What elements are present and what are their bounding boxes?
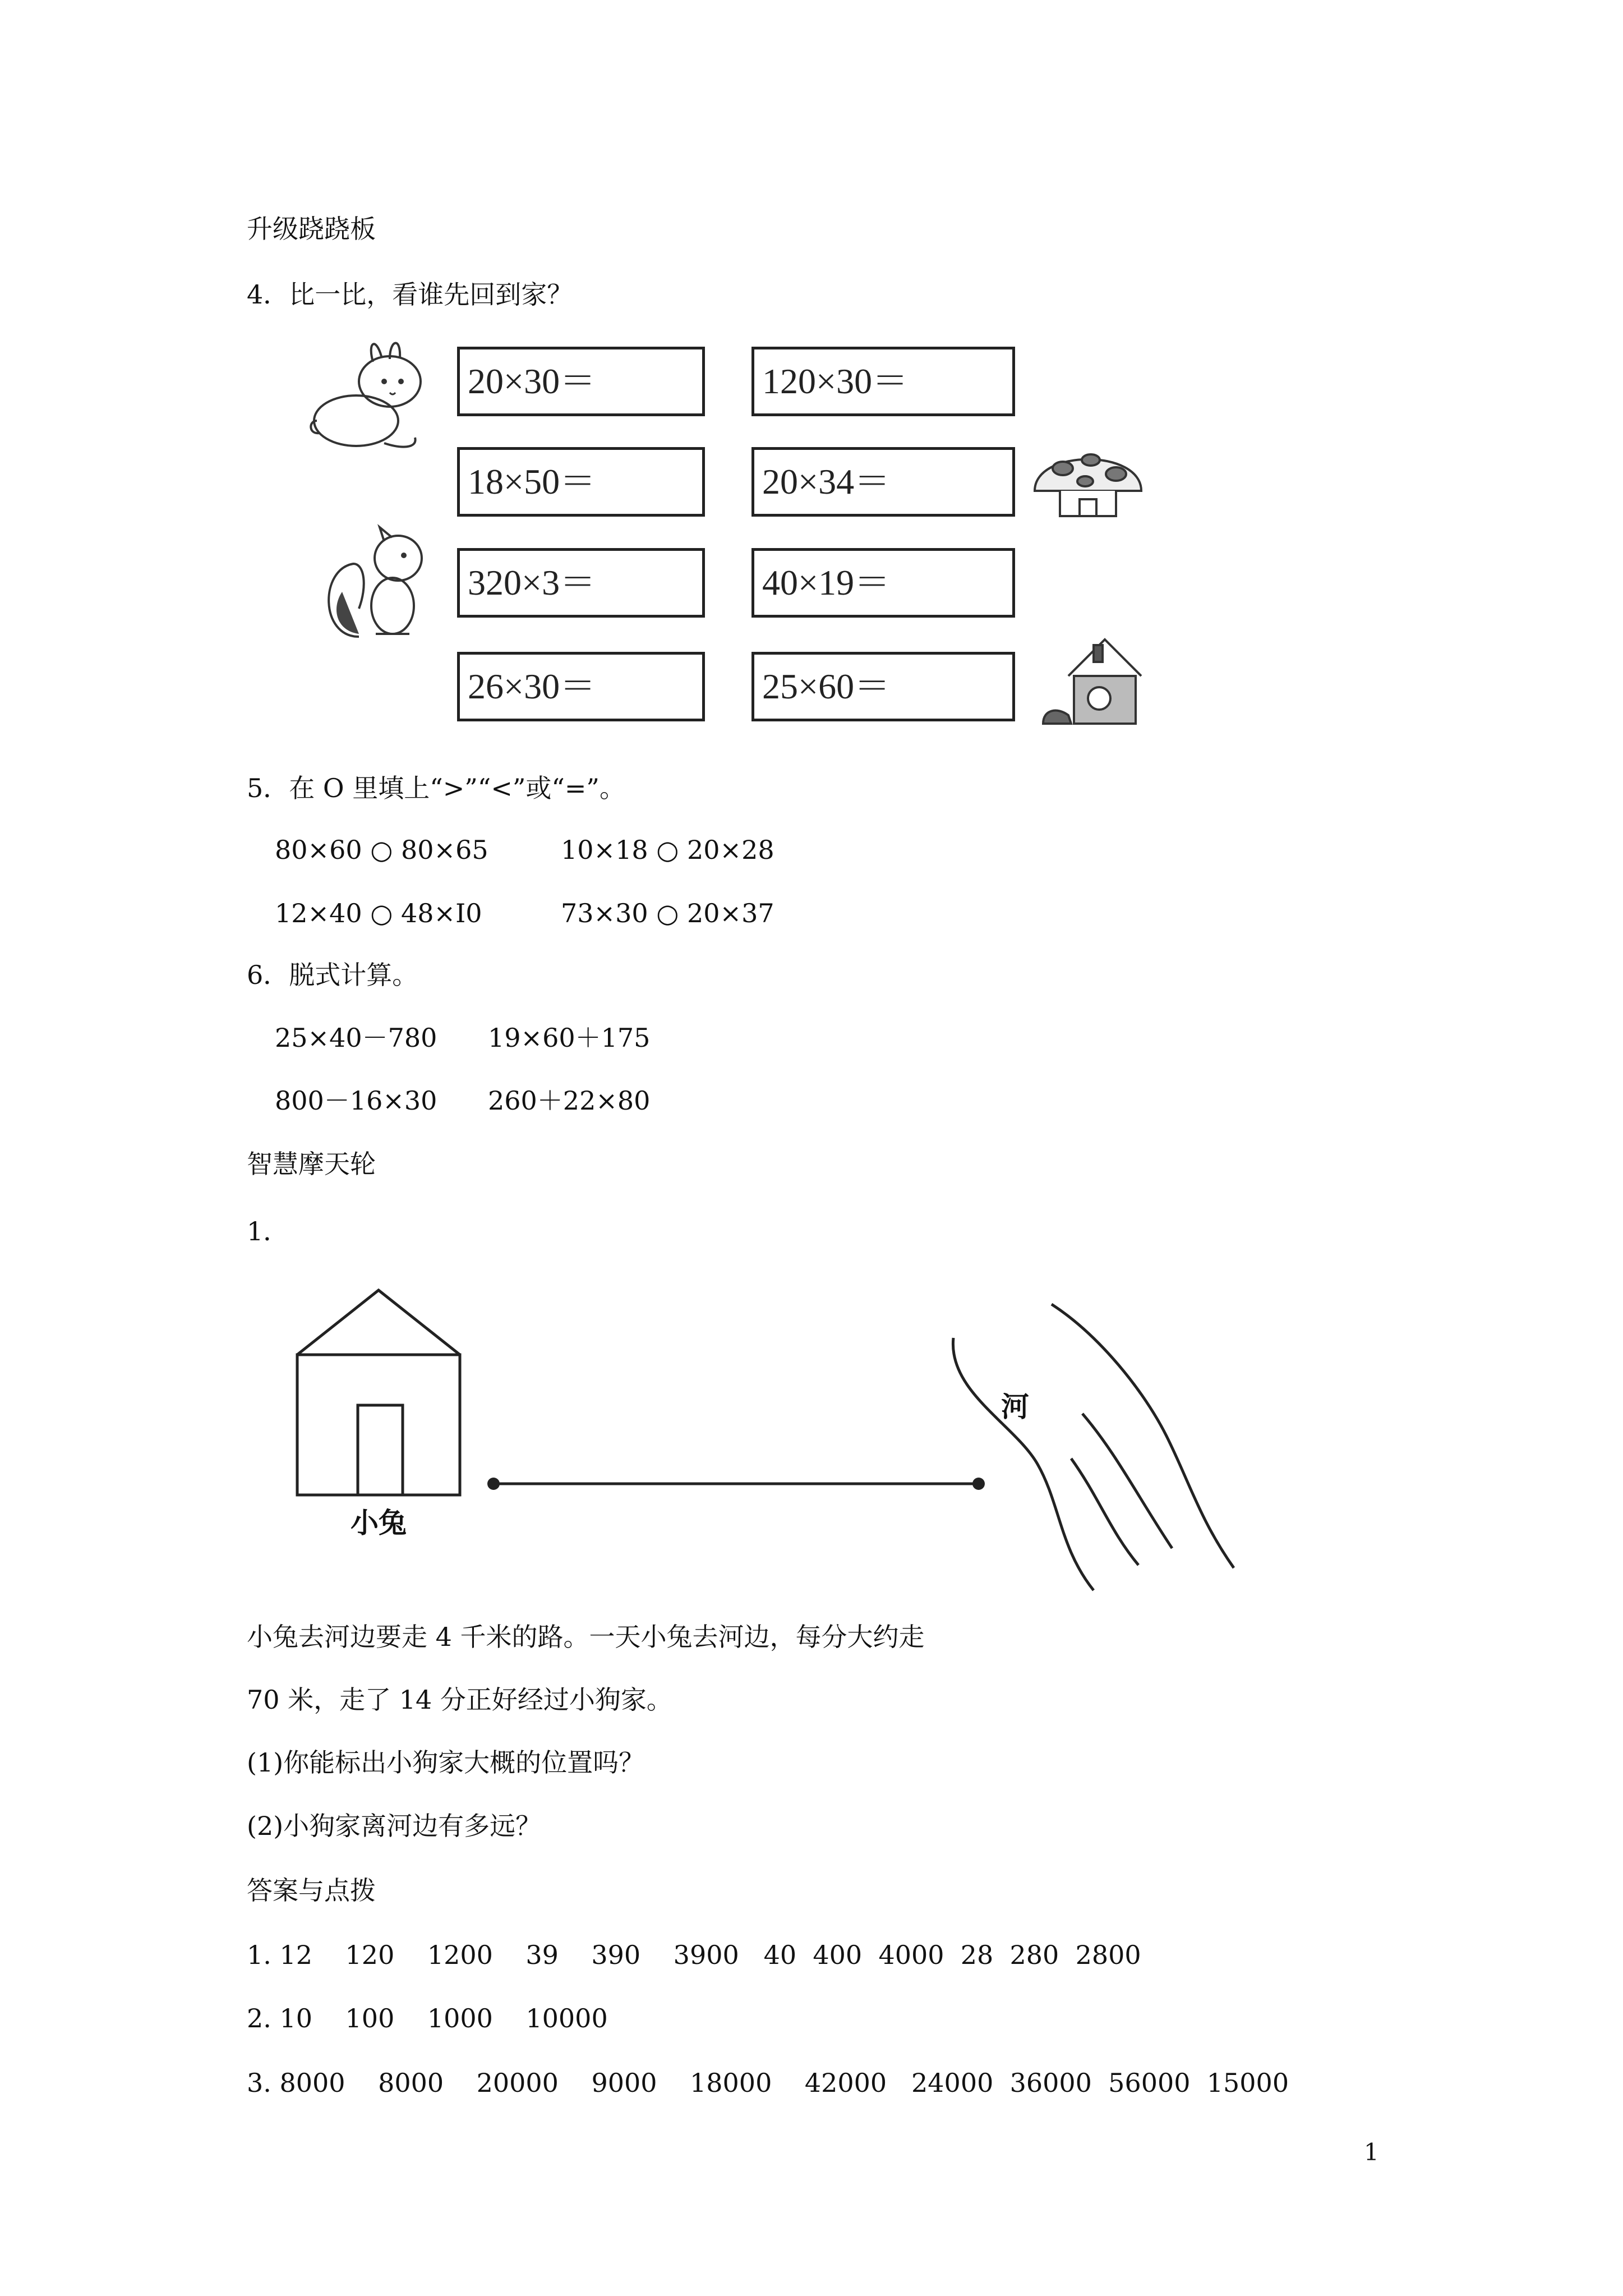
expression-box: 20×30＝: [457, 347, 705, 416]
house-label: 小兔: [351, 1507, 407, 1539]
house-icon: [1040, 631, 1147, 729]
section-title-upgrade: 升级跷跷板: [247, 214, 376, 244]
page-number: 1: [1364, 2138, 1379, 2166]
comparison-item: 10×18 ○ 20×28: [561, 835, 774, 865]
answer-line: 1. 12 120 1200 39 390 3900 40 400 4000 28 280 2800: [247, 1940, 1141, 1970]
calculation-item: 25×40－780: [275, 1023, 437, 1053]
expression-box: 320×3＝: [457, 548, 705, 618]
mushroom-house-icon: [1029, 443, 1147, 527]
path-diagram: [292, 1285, 1256, 1599]
road-line: [487, 1478, 985, 1490]
expression-box: 20×34＝: [751, 447, 1015, 517]
sub-question-2: (2)小狗家离河边有多远？: [247, 1811, 542, 1841]
problem-number: 1．: [247, 1216, 289, 1246]
answer-line: 2. 10 100 1000 10000: [247, 2003, 608, 2033]
expression-box: 26×30＝: [457, 652, 705, 721]
river-label: 河: [1001, 1391, 1029, 1423]
sub-question-1: (1)你能标出小狗家大概的位置吗？: [247, 1747, 645, 1778]
expression-box: 120×30＝: [751, 347, 1015, 416]
rabbit-house-icon: [297, 1290, 460, 1495]
problem-text-line: 70 米，走了 14 分正好经过小狗家。: [247, 1685, 672, 1715]
calculation-item: 19×60＋175: [488, 1023, 651, 1053]
rabbit-icon: [306, 337, 440, 460]
river-icon: [953, 1304, 1234, 1590]
expression-box: 18×50＝: [457, 447, 705, 517]
answer-line: 3. 8000 8000 20000 9000 18000 42000 24000 36000 56000 15000: [247, 2068, 1289, 2098]
expression-box: 40×19＝: [751, 548, 1015, 618]
question-6-title: 6．脱式计算。: [247, 960, 418, 990]
comparison-item: 12×40 ○ 48×I0: [275, 898, 482, 928]
calculation-item: 800－16×30: [275, 1085, 437, 1116]
squirrel-icon: [320, 524, 432, 642]
question-4-title: 4．比一比，看谁先回到家？: [247, 279, 573, 310]
comparison-item: 73×30 ○ 20×37: [561, 898, 774, 928]
problem-text-line: 小兔去河边要走 4 千米的路。一天小兔去河边，每分大约走: [247, 1622, 925, 1652]
comparison-item: 80×60 ○ 80×65: [275, 835, 488, 865]
section-title-wisdom: 智慧摩天轮: [247, 1149, 376, 1179]
answers-heading: 答案与点拨: [247, 1875, 376, 1906]
question-5-title: 5．在 O 里填上“>”“<”或“=”。: [247, 773, 625, 803]
calculation-item: 260＋22×80: [488, 1085, 651, 1116]
expression-box: 25×60＝: [751, 652, 1015, 721]
